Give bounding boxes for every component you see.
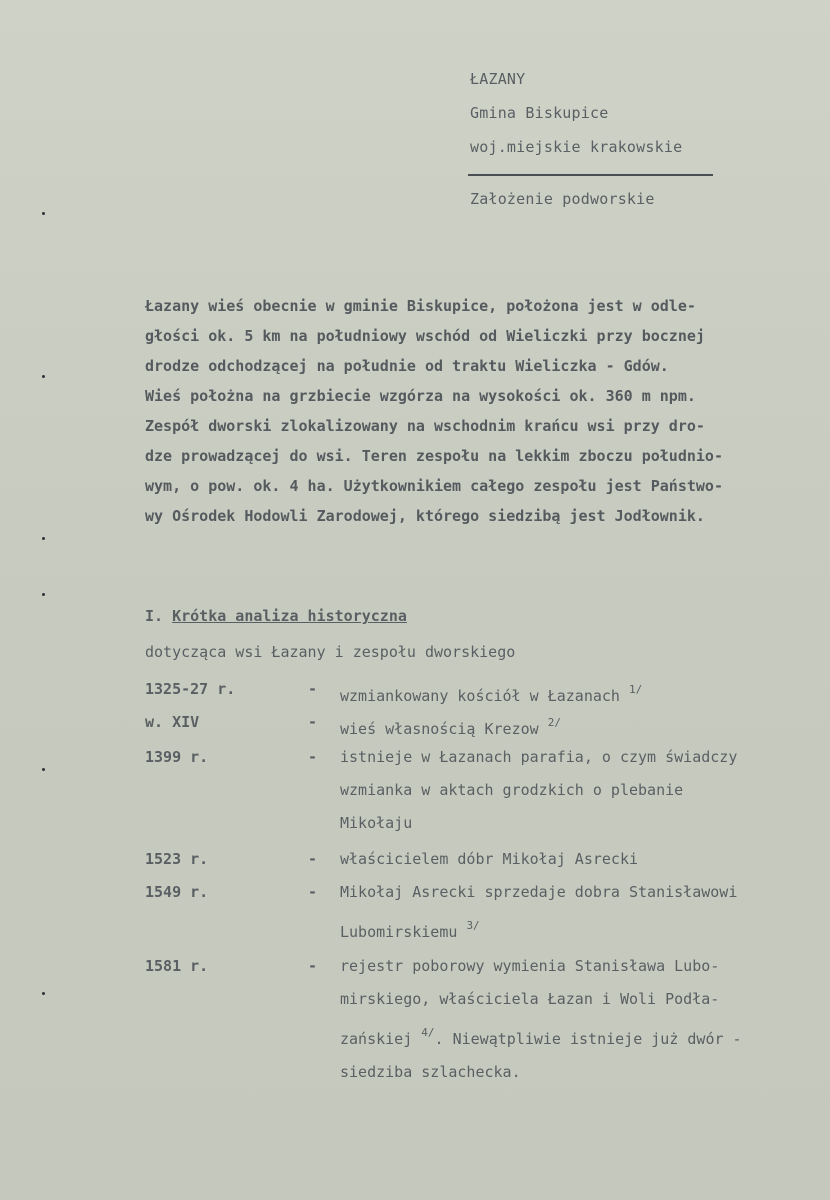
entry-line: rejestr poborowy wymienia Stanisława Lubo- — [340, 957, 720, 975]
header-place: ŁAZANY — [470, 70, 526, 88]
entry-date: w. XIV — [145, 713, 200, 731]
intro-paragraph — [145, 291, 805, 531]
entry-dash: - — [308, 680, 318, 698]
footnote-ref: 2/ — [547, 716, 561, 729]
entry-line: Mikołaju — [340, 814, 413, 832]
footnote-ref: 4/ — [421, 1026, 435, 1039]
entry-dash: - — [308, 957, 318, 975]
entry-date: 1549 r. — [145, 883, 209, 901]
entry-line: Mikołaj Asrecki sprzedaje dobra Stanisławowi — [340, 883, 738, 901]
section-heading — [145, 607, 407, 625]
footnote-ref: 1/ — [629, 683, 643, 696]
intro-line: głości ok. 5 km na południowy wschód od Wieliczki przy bocznej — [145, 327, 705, 345]
entry-text: wieś własnością Krezow — [340, 720, 539, 738]
entry-text: Lubomirskiemu — [340, 923, 458, 941]
entry-line — [340, 909, 810, 949]
intro-line: dze prowadzącej do wsi. Teren zespołu na lekkim zboczu południo- — [145, 447, 723, 465]
entry-dash: - — [308, 883, 318, 901]
header-subject: Założenie podworskie — [470, 190, 655, 208]
entry-line: istnieje w Łazanach parafia, o czym świadczy — [340, 748, 738, 766]
footnote-ref: 3/ — [466, 919, 480, 932]
entry-line: mirskiego, właściciela Łazan i Woli Podła- — [340, 990, 720, 1008]
entry-line: siedziba szlachecka. — [340, 1063, 521, 1081]
entry-date: 1399 r. — [145, 748, 209, 766]
entry-text: zańskiej — [340, 1030, 413, 1048]
intro-line: Łazany wieś obecnie w gminie Biskupice, położona jest w odle- — [145, 297, 696, 315]
header-commune: Gmina Biskupice — [470, 104, 609, 122]
section-title: Krótka analiza historyczna — [172, 607, 407, 625]
section-number: I. — [145, 607, 164, 625]
entry-date: 1523 r. — [145, 850, 209, 868]
section-subtitle: dotycząca wsi Łazany i zespołu dworskiego — [145, 643, 516, 661]
margin-mark — [42, 212, 45, 215]
entry-date: 1325-27 r. — [145, 680, 236, 698]
intro-line: drodze odchodzącej na południe od traktu Wieliczka - Gdów. — [145, 357, 669, 375]
intro-line: wym, o pow. ok. 4 ha. Użytkownikiem całego zespołu jest Państwo- — [145, 477, 723, 495]
entry-line — [340, 1016, 810, 1056]
intro-line: Zespół dworski zlokalizowany na wschodnim krańcu wsi przy dro- — [145, 417, 705, 435]
margin-mark — [42, 375, 45, 378]
margin-mark — [42, 537, 45, 540]
entry-line — [340, 706, 810, 746]
entry-text: . Niewątpliwie istnieje już dwór - — [434, 1030, 742, 1048]
margin-mark — [42, 593, 45, 596]
entry-dash: - — [308, 713, 318, 731]
intro-line: Wieś położna na grzbiecie wzgórza na wysokości ok. 360 m npm. — [145, 387, 696, 405]
entry-line: właścicielem dóbr Mikołaj Asrecki — [340, 850, 639, 868]
intro-line: wy Ośrodek Hodowli Zarodowej, którego siedzibą jest Jodłownik. — [145, 507, 705, 525]
entry-line: wzmianka w aktach grodzkich o plebanie — [340, 781, 684, 799]
entry-text: wzmiankowany kościół w Łazanach — [340, 687, 620, 705]
header-voivodeship: woj.miejskie krakowskie — [470, 138, 683, 156]
entry-dash: - — [308, 748, 318, 766]
margin-mark — [42, 992, 45, 995]
margin-mark — [42, 768, 45, 771]
entry-dash: - — [308, 850, 318, 868]
header-rule — [468, 174, 713, 176]
entry-date: 1581 r. — [145, 957, 209, 975]
